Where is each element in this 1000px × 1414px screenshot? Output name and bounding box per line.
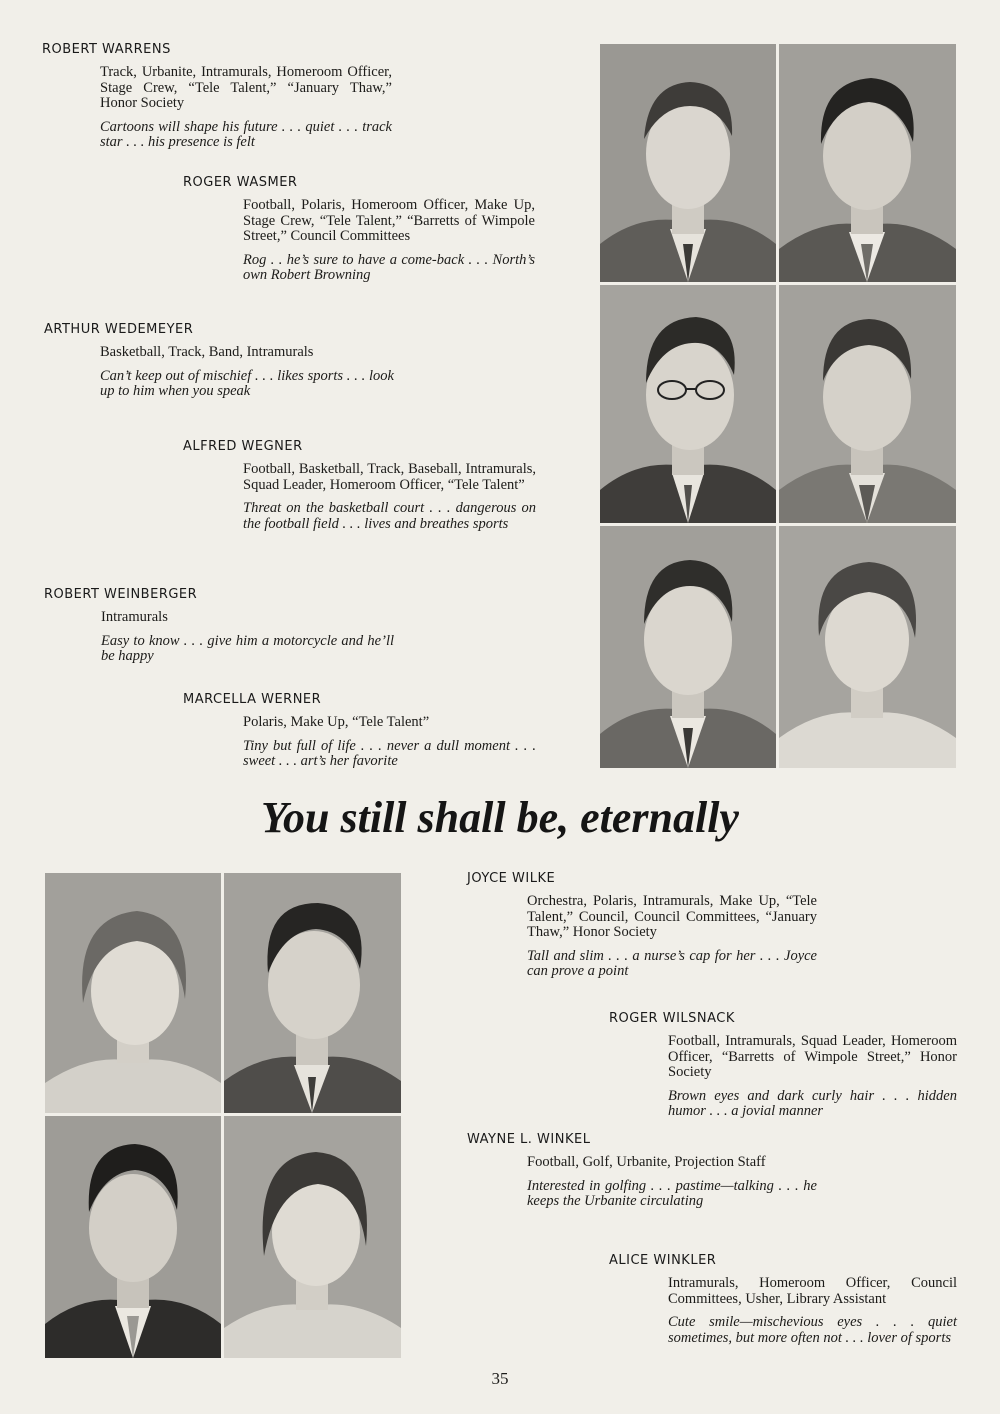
senior-quote: Can’t keep out of mischief . . . likes sports . . . look up to him when you speak — [100, 367, 394, 399]
senior-name: MARCELLA WERNER — [183, 692, 322, 707]
senior-activities: Intramurals, Homeroom Officer, Council Committees, Usher, Library Assistant — [668, 1275, 957, 1307]
senior-name: ROBERT WARRENS — [42, 42, 171, 57]
senior-name: ALICE WINKLER — [609, 1253, 717, 1268]
senior-name: JOYCE WILKE — [467, 871, 556, 886]
senior-entry-arthur-wedemeyer — [44, 322, 394, 400]
senior-entry-marcella-werner — [183, 692, 536, 770]
senior-entry-alice-winkler — [609, 1253, 957, 1346]
senior-quote: Brown eyes and dark curly hair . . . hidden humor . . . a jovial manner — [668, 1087, 957, 1119]
senior-activities: Football, Intramurals, Squad Leader, Homeroom Officer, “Barretts of Wimpole Street,” Honor Society — [668, 1033, 957, 1080]
senior-name: ALFRED WEGNER — [183, 439, 303, 454]
page-headline: You still shall be, eternally — [261, 793, 739, 842]
senior-entry-wayne-winkel — [467, 1132, 817, 1210]
senior-name: WAYNE L. WINKEL — [467, 1132, 591, 1147]
senior-quote: Rog . . he’s sure to have a come-back . . . North’s own Robert Browning — [243, 251, 535, 283]
portrait-photo-robert-weinberger — [600, 526, 776, 768]
portrait-photo-wayne-winkel — [45, 1116, 221, 1358]
senior-entry-roger-wasmer — [183, 175, 535, 284]
portrait-photo-arthur-wedemeyer — [600, 285, 776, 523]
senior-quote: Tall and slim . . . a nurse’s cap for her . . . Joyce can prove a point — [527, 947, 817, 979]
senior-activities: Basketball, Track, Band, Intramurals — [100, 344, 314, 360]
senior-activities: Track, Urbanite, Intramurals, Homeroom Officer, Stage Crew, “Tele Talent,” “January Thaw,” Honor Society — [100, 64, 392, 111]
senior-quote: Cartoons will shape his future . . . quiet . . . track star . . . his presence is felt — [100, 118, 392, 150]
senior-name: ROBERT WEINBERGER — [44, 587, 198, 602]
page-number: 35 — [491, 1369, 509, 1388]
senior-activities: Intramurals — [101, 609, 168, 625]
portrait-photo-robert-warrens — [600, 44, 776, 282]
senior-name: ARTHUR WEDEMEYER — [44, 322, 194, 337]
senior-quote: Easy to know . . . give him a motorcycle and he’ll be happy — [101, 632, 394, 664]
senior-entry-robert-weinberger — [44, 587, 394, 665]
senior-activities: Football, Golf, Urbanite, Projection Staff — [527, 1154, 766, 1170]
portrait-photo-roger-wasmer — [779, 44, 956, 282]
portrait-photo-alice-winkler — [224, 1116, 401, 1358]
senior-quote: Threat on the basketball court . . . dangerous on the football field . . . lives and breathes sports — [243, 500, 536, 532]
senior-name: ROGER WILSNACK — [609, 1011, 735, 1026]
senior-activities: Polaris, Make Up, “Tele Talent” — [243, 714, 430, 730]
senior-entry-alfred-wegner — [183, 439, 536, 532]
senior-quote: Tiny but full of life . . . never a dull moment . . . sweet . . . art’s her favorite — [243, 737, 536, 769]
portrait-photo-roger-wilsnack — [224, 873, 401, 1113]
senior-activities: Football, Polaris, Homeroom Officer, Make Up, Stage Crew, “Tele Talent,” “Barretts of Wimpole Street,” Council Committees — [243, 197, 535, 244]
senior-entry-robert-warrens — [42, 42, 392, 151]
senior-quote: Interested in golfing . . . pastime—talking . . . he keeps the Urbanite circulating — [527, 1177, 817, 1209]
senior-activities: Football, Basketball, Track, Baseball, Intramurals, Squad Leader, Homeroom Officer, “Tele Talent” — [243, 461, 536, 493]
senior-entry-joyce-wilke — [467, 871, 817, 980]
senior-name: ROGER WASMER — [183, 175, 298, 190]
senior-entry-roger-wilsnack — [609, 1011, 957, 1120]
senior-quote: Cute smile—mischevious eyes . . . quiet sometimes, but more often not . . . lover of sports — [668, 1314, 957, 1346]
portrait-photo-joyce-wilke — [45, 873, 221, 1113]
portrait-photo-alfred-wegner — [779, 285, 956, 523]
portrait-photo-marcella-werner — [779, 526, 956, 768]
senior-activities: Orchestra, Polaris, Intramurals, Make Up, “Tele Talent,” Council, Council Committees, “January Thaw,” Honor Society — [527, 893, 817, 940]
